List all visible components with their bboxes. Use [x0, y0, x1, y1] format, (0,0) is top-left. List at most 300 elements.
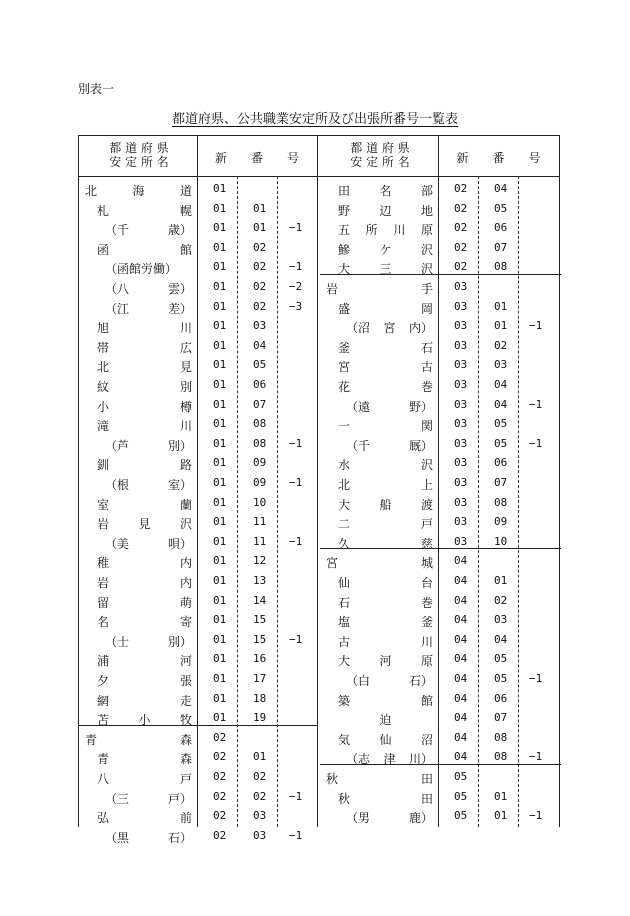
- code-c1: 04: [454, 574, 468, 587]
- table-row: [79, 826, 559, 845]
- station-name: [346, 672, 433, 689]
- station-name-part: 鰺: [338, 242, 351, 257]
- station-name-part: 宮: [326, 556, 339, 571]
- station-name-part: 巻: [420, 380, 433, 394]
- code-c1: 03: [454, 319, 468, 333]
- station-name-part: （八: [105, 282, 130, 296]
- code-c2: 01: [494, 319, 508, 333]
- station-name-part: （芦: [105, 438, 130, 453]
- station-name: [338, 515, 433, 532]
- code-c2: 01: [494, 809, 508, 823]
- station-name-part: 滝: [97, 419, 110, 434]
- station-name: [326, 770, 433, 787]
- code-c1: 01: [213, 221, 227, 235]
- code-c2: 04: [494, 632, 508, 646]
- station-name-part: 沼: [420, 732, 433, 747]
- station-name-part: 水: [338, 458, 351, 473]
- station-name-part: 大: [338, 654, 351, 669]
- station-name: [326, 554, 433, 571]
- code-c1: 04: [454, 691, 468, 705]
- station-name-part: 札: [97, 203, 110, 218]
- station-name-part: 三: [379, 262, 392, 277]
- station-name-part: 岩: [97, 517, 110, 532]
- station-name-part: （黒: [105, 830, 130, 845]
- station-name: [346, 319, 433, 336]
- station-name-part: 大: [338, 497, 351, 512]
- station-name-part: 一: [338, 419, 351, 434]
- code-c2: 16: [253, 652, 267, 666]
- code-c1: 01: [213, 358, 227, 372]
- code-c2: 01: [494, 299, 508, 313]
- station-name-part: 萌: [179, 595, 192, 610]
- code-c3: −1: [289, 476, 303, 489]
- code-c1: 03: [454, 280, 468, 293]
- station-name-part: （美: [105, 536, 130, 551]
- station-name-part: 網: [97, 693, 110, 708]
- table-row: [79, 395, 559, 414]
- code-c2: 08: [494, 260, 508, 274]
- code-c2: 02: [253, 789, 267, 803]
- group-rule: [320, 764, 561, 765]
- annex-label: 別表一: [78, 82, 115, 96]
- code-c1: 03: [454, 495, 468, 509]
- code-c2: 12: [253, 554, 267, 568]
- station-name-part: 田: [420, 791, 433, 806]
- station-name-part: 弘: [97, 811, 110, 826]
- code-c1: 01: [213, 201, 227, 215]
- code-c3: −1: [289, 828, 303, 842]
- code-c2: 06: [494, 691, 508, 705]
- code-c3: −1: [289, 221, 303, 235]
- station-name-part: 地: [420, 203, 433, 218]
- table-row: [79, 218, 559, 237]
- code-c1: 04: [454, 632, 468, 646]
- station-name-part: 内）: [408, 321, 433, 336]
- code-c1: 04: [454, 750, 468, 764]
- station-name: [338, 358, 433, 375]
- code-c2: 05: [494, 417, 508, 431]
- header-number-left: 新 番 号: [214, 151, 299, 165]
- table-row: [79, 297, 559, 316]
- station-name-part: 見: [179, 360, 192, 375]
- code-c1: 01: [213, 240, 227, 254]
- table-row: [79, 199, 559, 218]
- station-name-part: 別）: [167, 438, 192, 453]
- station-name: [338, 790, 433, 807]
- header-name-right: [332, 141, 428, 169]
- table-row: [79, 179, 559, 198]
- table-row: [79, 316, 559, 335]
- station-name-part: 部: [420, 184, 433, 198]
- station-name-part: 前: [179, 811, 192, 826]
- code-c2: 03: [253, 809, 267, 823]
- table-row: [79, 591, 559, 610]
- station-name-part: 名: [379, 184, 392, 198]
- station-name-part: 小: [138, 713, 151, 728]
- station-name-part: 旭: [97, 321, 110, 336]
- code-c1: 01: [213, 593, 227, 607]
- station-name-part: 留: [97, 595, 110, 610]
- station-name-part: （士: [105, 634, 130, 649]
- code-c3: −1: [289, 632, 303, 646]
- station-name-part: 北: [85, 184, 98, 198]
- code-c2: 01: [253, 201, 267, 215]
- station-name-part: 釜: [420, 615, 433, 630]
- station-name-part: 道: [179, 184, 192, 198]
- code-c2: 10: [494, 534, 508, 548]
- code-c1: 01: [213, 691, 227, 705]
- station-name-part: 古: [338, 634, 351, 649]
- station-name-part: （函館労働）: [105, 262, 178, 277]
- code-c1: 04: [454, 613, 468, 627]
- code-c1: 04: [454, 672, 468, 685]
- code-c2: 01: [494, 574, 508, 587]
- station-name-part: 沢: [420, 242, 433, 257]
- station-name: [105, 829, 192, 846]
- station-name-part: 牧: [179, 713, 192, 728]
- code-c2: 05: [494, 436, 508, 450]
- station-name-part: 戸: [420, 517, 433, 532]
- page-title-text: 都道府県、公共職業安定所及び出張所番号一覧表: [171, 112, 458, 127]
- code-c1: 03: [454, 417, 468, 431]
- code-c2: 07: [494, 476, 508, 489]
- code-c2: 08: [253, 417, 267, 431]
- code-c1: 02: [454, 240, 468, 254]
- station-name-part: 青: [85, 732, 98, 747]
- code-c1: 02: [454, 221, 468, 235]
- table-row: [79, 493, 559, 512]
- table-row: [79, 806, 559, 825]
- code-c2: 06: [494, 221, 508, 235]
- station-name: [338, 182, 433, 199]
- code-c2: 18: [253, 691, 267, 705]
- code-c1: 01: [213, 260, 227, 274]
- station-name-part: 歳）: [167, 223, 192, 238]
- code-c2: 02: [494, 593, 508, 607]
- station-name-part: 石）: [408, 674, 433, 688]
- code-c2: 06: [494, 456, 508, 470]
- station-name-part: 原: [420, 223, 433, 238]
- code-c2: 15: [253, 632, 267, 646]
- code-c2: 17: [253, 672, 267, 685]
- code-c2: 01: [253, 750, 267, 764]
- code-c2: 04: [253, 338, 267, 352]
- station-name-part: 大: [338, 262, 351, 277]
- code-c1: 04: [454, 730, 468, 744]
- code-c1: 03: [454, 456, 468, 470]
- code-c1: 04: [454, 593, 468, 607]
- station-name-part: 津: [383, 752, 396, 767]
- station-name-part: （三: [105, 791, 130, 806]
- station-name-part: 鹿）: [408, 811, 433, 826]
- station-name-part: 築: [338, 693, 351, 708]
- station-name-part: 見: [138, 517, 151, 532]
- code-c2: 11: [253, 515, 267, 529]
- station-name: [346, 437, 433, 454]
- code-c1: 05: [454, 809, 468, 823]
- station-name-part: 慈: [420, 536, 433, 551]
- station-name-part: 川: [179, 419, 192, 434]
- station-name: [338, 241, 433, 258]
- station-name-part: 五: [338, 223, 351, 238]
- station-name-part: 苫: [97, 713, 110, 728]
- station-name-part: 台: [420, 576, 433, 590]
- code-c2: 09: [253, 476, 267, 489]
- code-c1: 03: [454, 436, 468, 450]
- code-c2: 07: [494, 240, 508, 254]
- code-c2: 15: [253, 613, 267, 627]
- station-name-part: （千: [105, 223, 130, 238]
- station-name-part: 森: [179, 732, 192, 747]
- station-name: [338, 731, 433, 748]
- code-c2: 04: [494, 182, 508, 195]
- table-row: [79, 336, 559, 355]
- station-name-part: ケ: [379, 242, 392, 257]
- station-name-part: 釜: [338, 340, 351, 355]
- code-c3: −1: [289, 789, 303, 803]
- table-row: [79, 728, 559, 747]
- code-c2: 02: [253, 260, 267, 274]
- station-name-part: 厩）: [408, 438, 433, 453]
- code-c3: −1: [289, 534, 303, 548]
- code-c2: 05: [494, 201, 508, 215]
- code-c1: 02: [213, 828, 227, 842]
- station-name-part: 館: [179, 242, 192, 257]
- station-name-part: 久: [338, 536, 351, 551]
- table-row: [79, 708, 559, 727]
- header-name-left: [91, 141, 187, 169]
- table-row: [79, 473, 559, 492]
- table-row: [79, 630, 559, 649]
- station-name-part: 岩: [97, 576, 110, 590]
- station-name-part: 浦: [97, 654, 110, 669]
- code-c1: 01: [213, 436, 227, 450]
- station-name-part: 花: [338, 380, 351, 394]
- code-c1: 03: [454, 378, 468, 391]
- code-c1: 01: [213, 652, 227, 666]
- code-c2: 06: [253, 378, 267, 391]
- code-c1: 01: [213, 338, 227, 352]
- station-name-part: 幌: [179, 203, 192, 218]
- station-name-part: （千: [346, 438, 371, 453]
- header-number-right: 新 番 号: [456, 151, 541, 165]
- station-name-part: 野）: [408, 399, 433, 414]
- station-name-part: 別: [179, 380, 192, 394]
- table-row: [79, 787, 559, 806]
- station-name-part: 樽: [179, 399, 192, 414]
- station-name-part: 石: [420, 340, 433, 355]
- station-name: [338, 496, 433, 513]
- station-name-part: 夕: [97, 674, 110, 688]
- code-c2: 02: [253, 280, 267, 293]
- station-name-part: 所: [365, 223, 378, 238]
- station-name: [338, 378, 433, 395]
- number-table: [78, 135, 560, 845]
- station-name-part: 室）: [167, 478, 192, 492]
- station-name-part: 盛: [338, 301, 351, 316]
- station-name-part: 原: [420, 654, 433, 669]
- station-name-part: 北: [97, 360, 110, 375]
- station-name: [338, 300, 433, 317]
- station-name-part: 海: [132, 184, 145, 198]
- station-name-part: 帯: [97, 340, 110, 355]
- code-c2: 08: [253, 436, 267, 450]
- station-name-part: 沢: [420, 262, 433, 277]
- code-c2: 10: [253, 495, 267, 509]
- table-row: [79, 375, 559, 394]
- code-c1: 03: [454, 476, 468, 489]
- header-name-line2: 安 定 所 名: [109, 155, 169, 169]
- code-c2: 03: [494, 613, 508, 627]
- header-rule: [79, 176, 559, 177]
- code-c1: 03: [454, 358, 468, 372]
- code-c1: 02: [213, 789, 227, 803]
- station-name: [338, 456, 433, 473]
- station-name-part: 上: [420, 478, 433, 492]
- code-c2: 05: [253, 358, 267, 372]
- code-c2: 19: [253, 711, 267, 725]
- code-c1: 05: [454, 789, 468, 803]
- page-title: [0, 108, 630, 127]
- table-row: [79, 669, 559, 688]
- table-row: [79, 277, 559, 296]
- station-name-part: 迫: [379, 713, 392, 728]
- station-name-part: 寄: [179, 615, 192, 630]
- code-c2: 01: [494, 789, 508, 803]
- code-c3: −2: [289, 280, 303, 293]
- code-c1: 04: [454, 652, 468, 666]
- code-c2: 07: [494, 711, 508, 725]
- station-name-part: （志: [346, 752, 371, 767]
- station-name: [338, 574, 433, 591]
- code-c2: 09: [253, 456, 267, 470]
- station-name-part: 関: [420, 419, 433, 434]
- station-name-part: 青: [97, 752, 110, 767]
- code-c2: 14: [253, 593, 267, 607]
- code-c2: 02: [253, 299, 267, 313]
- station-name-part: （白: [346, 674, 371, 688]
- station-name-part: 釧: [97, 458, 110, 473]
- station-name-part: 船: [379, 497, 392, 512]
- code-c3: −1: [529, 436, 543, 450]
- station-name-part: 走: [179, 693, 192, 708]
- code-c1: 01: [213, 182, 227, 195]
- group-rule: [320, 548, 561, 549]
- table-row: [79, 571, 559, 590]
- station-name: [338, 613, 433, 630]
- code-c2: 03: [253, 319, 267, 333]
- code-c3: −1: [529, 809, 543, 823]
- code-c2: 08: [494, 750, 508, 764]
- station-name-part: 川: [179, 321, 192, 336]
- header-name-line2: 安 定 所 名: [350, 155, 410, 169]
- station-name-part: 秋: [338, 791, 351, 806]
- station-name-part: 岩: [326, 282, 339, 296]
- code-c2: 02: [253, 770, 267, 783]
- station-name: [338, 476, 433, 493]
- station-name-part: 八: [97, 772, 110, 786]
- header-name-line1: 都 道 府 県: [109, 141, 169, 155]
- station-name: [346, 809, 433, 826]
- table-row: [79, 610, 559, 629]
- code-c2: 05: [494, 672, 508, 685]
- station-name-part: 秋: [326, 772, 339, 786]
- table-row: [79, 238, 559, 257]
- station-name-part: 石: [338, 595, 351, 610]
- station-name-part: 蘭: [179, 497, 192, 512]
- station-name: [338, 594, 433, 611]
- station-name-part: 館: [420, 693, 433, 708]
- station-name: [338, 417, 433, 434]
- station-name-part: （根: [105, 478, 130, 492]
- station-name-part: 函: [97, 242, 110, 257]
- station-name-part: 森: [179, 752, 192, 767]
- station-name-part: （江: [105, 301, 130, 316]
- station-name-part: 唄）: [167, 536, 192, 551]
- station-name-part: 田: [338, 184, 351, 198]
- code-c1: 01: [213, 495, 227, 509]
- code-c1: 04: [454, 711, 468, 725]
- station-name-part: 城: [420, 556, 433, 571]
- code-c1: 02: [454, 201, 468, 215]
- code-c1: 01: [213, 319, 227, 333]
- code-c3: −1: [529, 319, 543, 333]
- station-name: [326, 280, 433, 297]
- station-name: [338, 202, 433, 219]
- code-c2: 07: [253, 397, 267, 411]
- station-name-part: 室: [97, 497, 110, 512]
- station-name-part: 稚: [97, 556, 110, 571]
- station-name-part: 紋: [97, 380, 110, 394]
- code-c1: 03: [454, 299, 468, 313]
- station-name-part: 河: [179, 654, 192, 669]
- station-name-part: 田: [420, 772, 433, 786]
- station-name-part: 内: [179, 576, 192, 590]
- code-c3: −3: [289, 299, 303, 313]
- station-name-part: （沼: [346, 321, 371, 336]
- code-c1: 01: [213, 280, 227, 293]
- station-name-part: 内: [179, 556, 192, 571]
- table-row: [79, 414, 559, 433]
- station-name-part: 別）: [167, 634, 192, 649]
- station-name: [338, 221, 433, 238]
- code-c1: 01: [213, 613, 227, 627]
- table-row: [79, 551, 559, 570]
- code-c1: 01: [213, 397, 227, 411]
- code-c2: 01: [253, 221, 267, 235]
- code-c2: 02: [253, 240, 267, 254]
- station-name-part: （男: [346, 811, 371, 826]
- station-name-part: 巻: [420, 595, 433, 610]
- station-name-part: 川: [420, 634, 433, 649]
- code-c1: 02: [213, 730, 227, 744]
- table-row: [79, 512, 559, 531]
- code-c1: 01: [213, 672, 227, 685]
- code-c1: 02: [213, 750, 227, 764]
- station-name-part: 古: [420, 360, 433, 375]
- station-name-part: 岡: [420, 301, 433, 316]
- station-name-part: 沢: [179, 517, 192, 532]
- code-c1: 01: [213, 632, 227, 646]
- station-name-part: 路: [179, 458, 192, 473]
- station-name-part: 宮: [338, 360, 351, 375]
- code-c2: 03: [494, 358, 508, 372]
- code-c1: 03: [454, 534, 468, 548]
- table-row: [79, 767, 559, 786]
- code-c1: 02: [454, 260, 468, 274]
- station-name-part: 北: [338, 478, 351, 492]
- code-c1: 01: [213, 476, 227, 489]
